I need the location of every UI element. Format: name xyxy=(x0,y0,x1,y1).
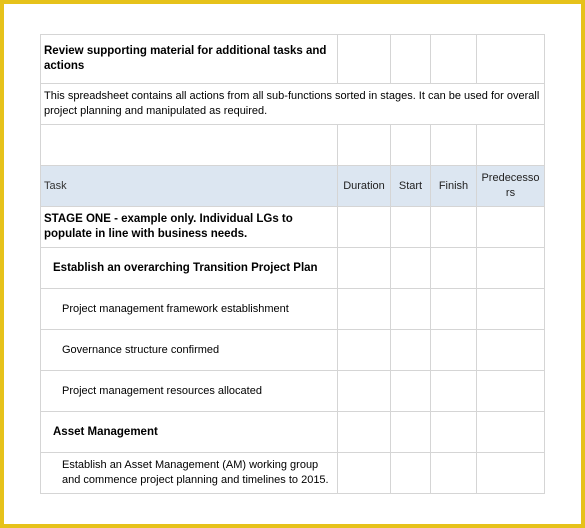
predecessors-cell[interactable] xyxy=(477,207,545,248)
col-header-task[interactable]: Task xyxy=(41,166,338,207)
predecessors-cell[interactable] xyxy=(477,371,545,412)
start-cell[interactable] xyxy=(391,453,431,494)
sheet-description[interactable]: This spreadsheet contains all actions from all sub-functions sorted in stages. It can be used for overall project planning and manipulated as required. xyxy=(41,84,545,125)
col-header-start[interactable]: Start xyxy=(391,166,431,207)
predecessors-cell[interactable] xyxy=(477,330,545,371)
task-label[interactable]: Establish an Asset Management (AM) working group and commence project planning and timelines to 2015. xyxy=(41,453,338,494)
blank-row xyxy=(41,125,545,166)
table-row xyxy=(41,207,545,248)
sheet-title[interactable]: Review supporting material for additional tasks and actions xyxy=(41,35,338,84)
task-label[interactable]: Project management resources allocated xyxy=(41,371,338,412)
cell[interactable] xyxy=(431,125,477,166)
finish-cell[interactable] xyxy=(431,371,477,412)
description-row xyxy=(41,84,545,125)
cell[interactable] xyxy=(338,35,391,84)
table-row xyxy=(41,453,545,494)
cell[interactable] xyxy=(477,35,545,84)
predecessors-cell[interactable] xyxy=(477,248,545,289)
table-row xyxy=(41,289,545,330)
table-row xyxy=(41,412,545,453)
finish-cell[interactable] xyxy=(431,330,477,371)
col-header-duration[interactable]: Duration xyxy=(338,166,391,207)
header-row xyxy=(41,166,545,207)
group-label[interactable]: Establish an overarching Transition Project Plan xyxy=(41,248,338,289)
cell[interactable] xyxy=(391,35,431,84)
start-cell[interactable] xyxy=(391,207,431,248)
duration-cell[interactable] xyxy=(338,248,391,289)
finish-cell[interactable] xyxy=(431,207,477,248)
predecessors-cell[interactable] xyxy=(477,412,545,453)
col-header-finish[interactable]: Finish xyxy=(431,166,477,207)
finish-cell[interactable] xyxy=(431,289,477,330)
predecessors-cell[interactable] xyxy=(477,289,545,330)
duration-cell[interactable] xyxy=(338,412,391,453)
stage-label[interactable]: STAGE ONE - example only. Individual LGs to populate in line with business needs. xyxy=(41,207,338,248)
cell[interactable] xyxy=(41,125,338,166)
finish-cell[interactable] xyxy=(431,453,477,494)
finish-cell[interactable] xyxy=(431,412,477,453)
start-cell[interactable] xyxy=(391,289,431,330)
table-row xyxy=(41,371,545,412)
duration-cell[interactable] xyxy=(338,371,391,412)
finish-cell[interactable] xyxy=(431,248,477,289)
cell[interactable] xyxy=(477,125,545,166)
table-row xyxy=(41,248,545,289)
duration-cell[interactable] xyxy=(338,453,391,494)
predecessors-cell[interactable] xyxy=(477,453,545,494)
duration-cell[interactable] xyxy=(338,330,391,371)
task-label[interactable]: Project management framework establishment xyxy=(41,289,338,330)
duration-cell[interactable] xyxy=(338,289,391,330)
duration-cell[interactable] xyxy=(338,207,391,248)
start-cell[interactable] xyxy=(391,248,431,289)
table-row xyxy=(41,330,545,371)
cell[interactable] xyxy=(431,35,477,84)
cell[interactable] xyxy=(338,125,391,166)
start-cell[interactable] xyxy=(391,412,431,453)
group-label[interactable]: Asset Management xyxy=(41,412,338,453)
cell[interactable] xyxy=(391,125,431,166)
start-cell[interactable] xyxy=(391,371,431,412)
project-plan-sheet xyxy=(40,34,545,494)
task-label[interactable]: Governance structure confirmed xyxy=(41,330,338,371)
col-header-predecessors[interactable]: Predecesso rs xyxy=(477,166,545,207)
title-row xyxy=(41,35,545,84)
start-cell[interactable] xyxy=(391,330,431,371)
